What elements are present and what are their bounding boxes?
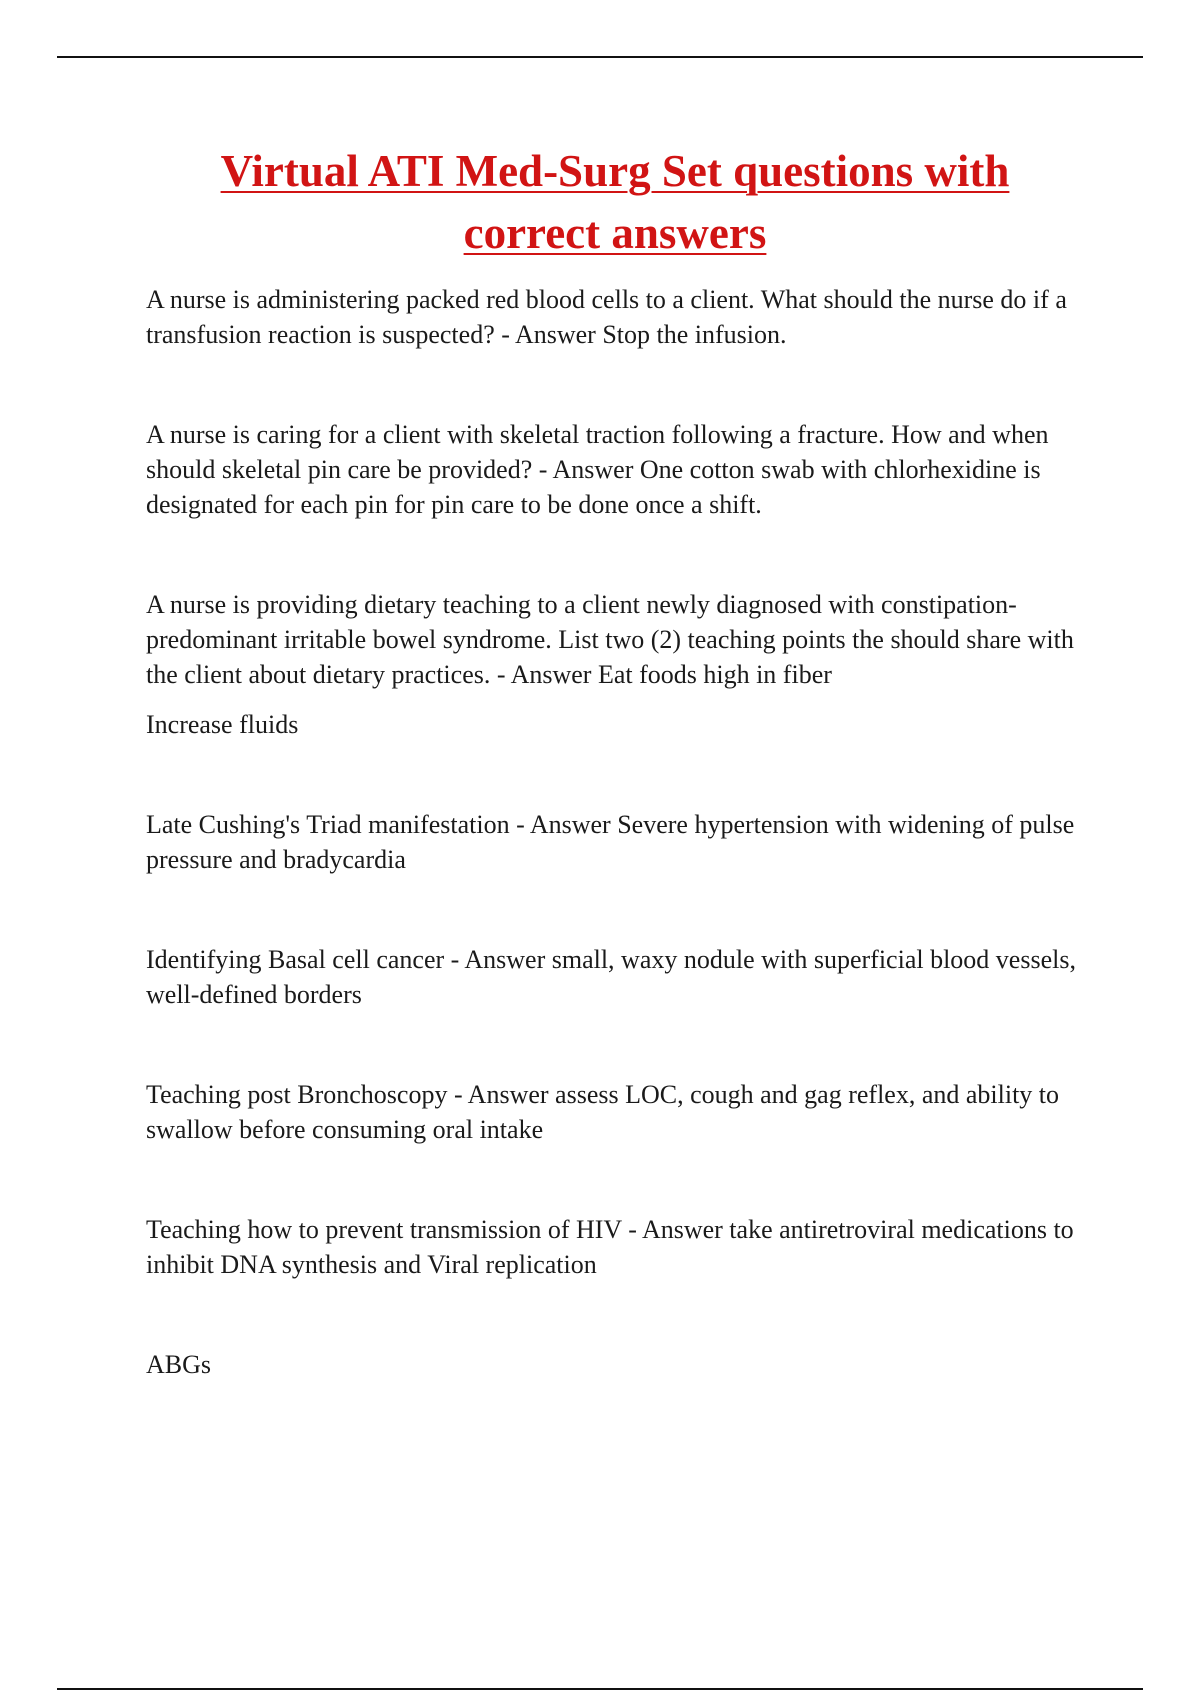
qa-entry: [146, 417, 1091, 522]
qa-entry: [146, 942, 1091, 1012]
qa-text: ABGs: [146, 1350, 212, 1379]
qa-list: [146, 282, 1091, 1447]
document-title: Virtual ATI Med-Surg Set questions with correct answers: [220, 146, 1010, 258]
qa-text: Late Cushing's Triad manifestation - Answer Severe hypertension with widening of pulse pressure and bradycardia: [146, 810, 1075, 874]
header-rule: [57, 56, 1143, 58]
qa-text: A nurse is providing dietary teaching to a client newly diagnosed with constipation-predominant irritable bowel syndrome. List two (2) teaching points the should share with the client about dietary practices. - Answer Eat foods high in fiber: [146, 590, 1074, 689]
qa-text: Teaching post Bronchoscopy - Answer assess LOC, cough and gag reflex, and ability to swallow before consuming oral intake: [146, 1080, 1060, 1144]
qa-text: Identifying Basal cell cancer - Answer small, waxy nodule with superficial blood vessels, well-defined borders: [146, 945, 1076, 1009]
qa-entry: [146, 1212, 1091, 1282]
qa-extra-line: Increase fluids: [146, 710, 299, 739]
footer-rule: [57, 1688, 1143, 1690]
qa-entry: [146, 1077, 1091, 1147]
qa-text: A nurse is administering packed red blood cells to a client. What should the nurse do if a transfusion reaction is suspected? - Answer Stop the infusion.: [146, 285, 1067, 349]
qa-entry: [146, 807, 1091, 877]
qa-entry: [146, 587, 1091, 742]
qa-entry: [146, 1347, 1091, 1382]
qa-text: A nurse is caring for a client with skeletal traction following a fracture. How and when should skeletal pin care be provided? - Answer One cotton swab with chlorhexidine is designated for each pin for pin care to be done once a shift.: [146, 420, 1049, 519]
qa-text: Teaching how to prevent transmission of HIV - Answer take antiretroviral medications to inhibit DNA synthesis and Viral replication: [146, 1215, 1074, 1279]
qa-entry: [146, 282, 1091, 352]
